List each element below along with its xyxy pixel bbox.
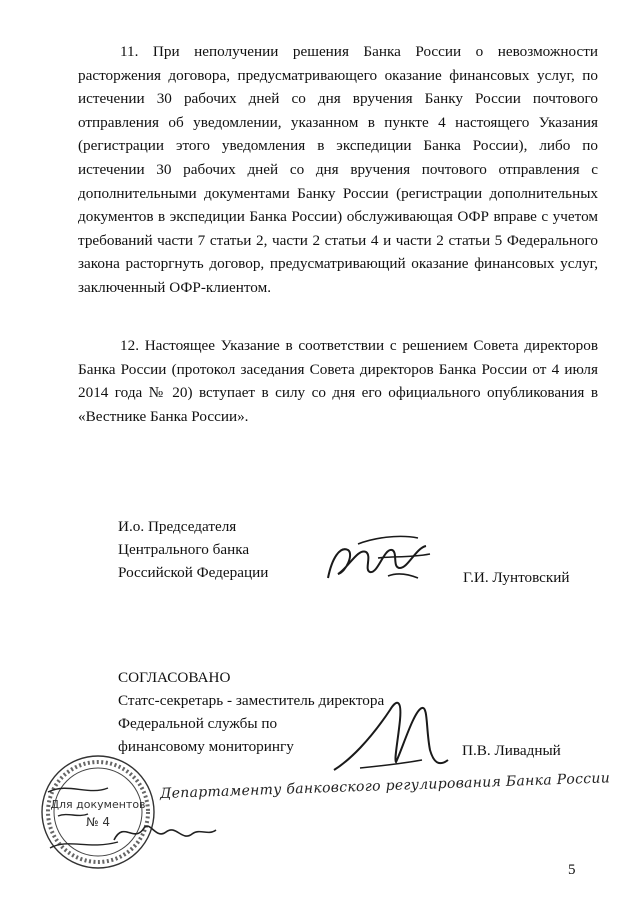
chairman-signature-block — [118, 515, 268, 584]
paragraph-11: 11. При неполучении решения Банка России о невозможности расторжения договора, предусматривающего оказание финансовых услуг, по истечении 30 рабочих дней со дня вручения Банку России почтового отправления об уведомлении, указанном в пункте 4 настоящего Указания (регистрации этого уведомления в экспедиции Банка России), либо по истечении 30 рабочих дней со дня вручения почтового отправления с дополнительными документами Банку России (регистрации дополнительных документов в экспедиции Банка России) обслуживающая ОФР вправе с учетом требований части 7 статьи 2, части 2 статьи 4 и части 2 статьи 5 Федерального закона расторгнуть договор, предусматривающий оказание финансовых услуг, заключенный ОФР-клиентом. — [78, 43, 598, 296]
chairman-signature — [318, 528, 438, 588]
chairman-title-line3: Российской Федерации — [118, 564, 269, 581]
stamp-center-label: Для документов — [50, 798, 146, 811]
page-number: 5 — [568, 862, 576, 878]
chairman-name: Г.И. Лунтовский — [463, 569, 570, 586]
paragraph-12: 12. Настоящее Указание в соответствии с решением Совета директоров Банка России (протокол заседания Совета директоров Банка России от 4 июля 2014 года № 20) вступает в силу со дня его официального опубликования в «Вестнике Банка России». — [78, 337, 598, 425]
handwritten-note: Департаменту банковского регулирования Банка России — [159, 770, 611, 802]
agreed-title-line1: Статс-секретарь - заместитель директора — [118, 692, 385, 709]
chairman-title-line1: И.о. Председателя — [118, 518, 237, 535]
agreed-heading: СОГЛАСОВАНО — [118, 669, 231, 686]
chairman-title-line2: Центрального банка — [118, 541, 250, 558]
handwritten-scribble — [110, 810, 220, 850]
agreed-name: П.В. Ливадный — [462, 742, 561, 759]
agreed-title-line2: Федеральной службы по — [118, 715, 278, 732]
agreed-signature — [330, 690, 460, 780]
agreed-title-line3: финансовому мониторингу — [118, 738, 294, 755]
stamp-number: № 4 — [86, 815, 110, 829]
